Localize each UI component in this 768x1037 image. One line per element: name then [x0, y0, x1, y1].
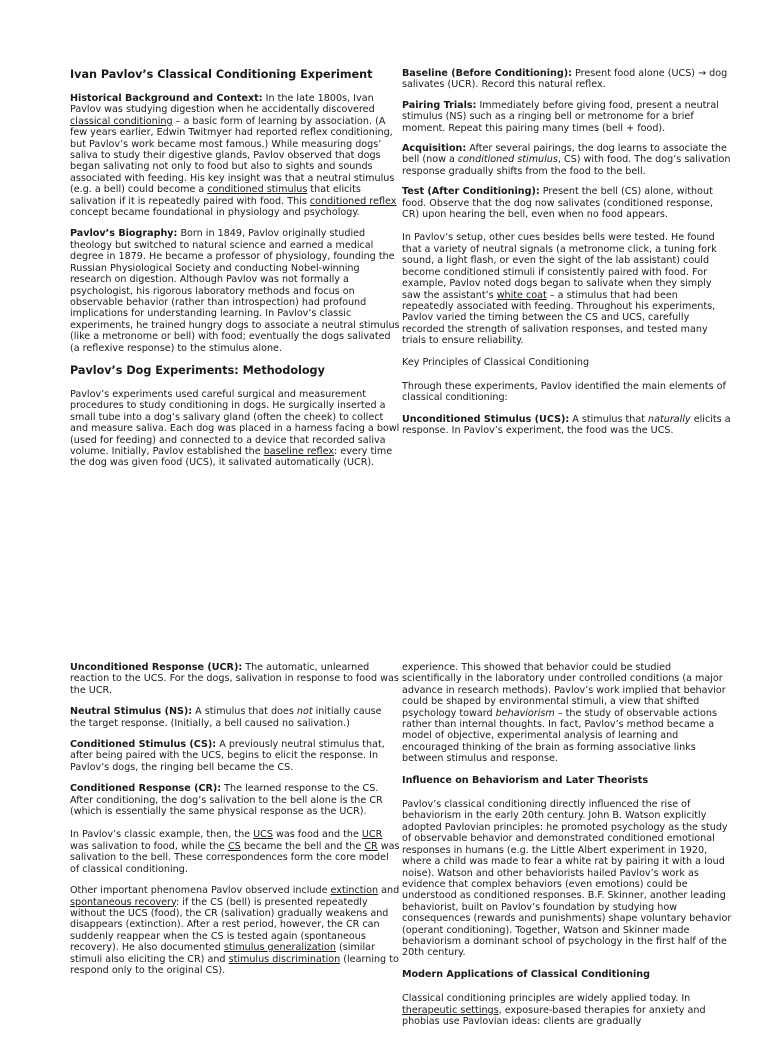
cs-label: Conditioned Stimulus (CS):: [70, 739, 217, 751]
history-text: concept became foundational in physiology and psychology.: [70, 207, 360, 219]
conditioned-stimulus-italic: conditioned stimulus: [457, 154, 558, 166]
biography-paragraph: [70, 228, 400, 353]
white-coat-term: white coat: [496, 289, 547, 301]
ucs-term: UCS: [253, 829, 273, 841]
conditioned-stimulus-term: conditioned stimulus: [207, 184, 308, 196]
lower-right-column: [402, 662, 732, 1037]
page-title: Ivan Pavlov’s Classical Conditioning Experiment: [70, 68, 373, 81]
methodology-text: Pavlov’s experiments used careful surgical and measurement procedures to study conditioning in dogs. He surgically inserted a small tube into a dog’s salivary gland (often the cheek) to collect and measure saliva. Each dog was placed in a harness facing a bowl (used for feeding) and connected to a device that recorded saliva volume. Initially, Pavlov established the: [70, 388, 400, 457]
history-text: that elicits salivation if it is repeatedly paired with food. This: [70, 184, 361, 207]
phenomena-text: (learning to respond only to the original CS).: [70, 953, 399, 976]
test-text: Present the bell (CS) alone, without food. Observe that the dog now salivates (conditioned response, CR) upon hearing the bell, even when no food appears.: [402, 186, 713, 221]
ns-label: Neutral Stimulus (NS):: [70, 706, 193, 718]
ucr-label: Unconditioned Response (UCR):: [70, 662, 243, 673]
influence-heading: Influence on Behaviorism and Later Theorists: [402, 774, 649, 786]
classic-text: was salivation to food, while the: [70, 840, 228, 852]
phenomena-text: and: [378, 885, 400, 897]
classic-text: was salivation to the bell. These correspondences form the core model of classical conditioning.: [70, 840, 400, 875]
ucs-text: A stimulus that: [569, 413, 649, 425]
therapeutic-settings-term: therapeutic settings: [402, 1004, 499, 1016]
methodology-heading: Pavlov’s Dog Experiments: Methodology: [70, 363, 325, 377]
conditioned-reflex-term: conditioned reflex: [309, 195, 397, 207]
modern-applications-heading: Modern Applications of Classical Conditioning: [402, 968, 650, 980]
ucs-text: elicits a response. In Pavlov’s experiment, the food was the UCS.: [402, 413, 731, 437]
classic-text: was food and the: [272, 829, 362, 841]
phenomena-paragraph: [70, 885, 400, 976]
ns-text: A stimulus that does: [192, 706, 297, 718]
stimulus-generalization-term: stimulus generalization: [223, 942, 336, 954]
not-italic: not: [296, 706, 313, 718]
modern-text: Classical conditioning principles are widely applied today. In: [402, 993, 691, 1005]
experience-text: – the study of observable actions rather than internal thoughts. In fact, Pavlov’s method became a model of objective, experimental analysis of learning and encouraged thinking of the brain as forming associative links between stimulus and response.: [402, 707, 717, 765]
classic-text: became the bell and the: [240, 840, 365, 852]
history-text: – a basic form of learning by association. (A few years earlier, Edwin Twitmyer had reported reflex conditioning, but Pavlov’s work became most famous.) While measuring dogs’ saliva to study their digestive glands, Pavlov observed that dogs began salivating not only to food but also to sights and sounds associated with feeding. His key insight was that a neutral stimulus (e.g. a bell) could become a: [70, 115, 395, 196]
principles-heading: Key Principles of Classical Conditioning: [402, 356, 590, 368]
baseline-text: Present food alone (UCS) → dog salivates (UCR). Record this natural reflex.: [402, 68, 728, 91]
naturally-italic: naturally: [648, 413, 691, 425]
lower-left-column: [70, 662, 400, 986]
cr-definition: [70, 783, 400, 817]
spontaneous-recovery-term: spontaneous recovery: [70, 896, 176, 908]
acquisition-text: , CS) with food. The dog’s salivation response gradually shifts from the food to the bell.: [402, 154, 731, 177]
pairing-step: [402, 100, 732, 134]
extinction-term: extinction: [330, 885, 379, 897]
experience-paragraph: [402, 662, 732, 765]
experience-text: experience. This showed that behavior could be studied scientifically in the laboratory under controlled conditions (a major advance in research methods). Pavlov’s work implied that behavior could be shaped by environmental stimuli, a view that shifted psychology toward: [402, 662, 726, 719]
phenomena-text: Other important phenomena Pavlov observed include: [70, 885, 331, 897]
baseline-reflex-term: baseline reflex: [263, 445, 335, 457]
classical-conditioning-term: classical conditioning: [70, 115, 173, 127]
methodology-text: : every time the dog was given food (UCS), it salivated automatically (UCR).: [70, 445, 393, 469]
history-paragraph: [70, 93, 400, 218]
influence-paragraph: Pavlov’s classical conditioning directly influenced the rise of behaviorism in the early 20th century. John B. Watson explicitly adopted Pavlovian principles: he promoted psychology as the study of observable behavior and demonstrated conditioned emotional responses in humans (e.g. the Little Albert experiment in 1920, where a child was made to fear a white rat by pairing it with a loud noise). Watson and other behaviorists hailed Pavlov’s work as evidence that complex behaviors (even emotions) could be understood as conditioned responses. B.F. Skinner, another leading behaviorist, built on Pavlov’s foundation by studying how consequences (rewards and punishments) shape voluntary behavior (operant conditioning). Together, Watson and Skinner made behaviorism a dominant school of psychology in the first half of the 20th century.: [402, 799, 732, 959]
principles-intro: Through these experiments, Pavlov identified the main elements of classical conditioning:: [402, 380, 726, 404]
test-label: Test (After Conditioning):: [402, 186, 540, 198]
acquisition-text: After several pairings, the dog learns to associate the bell (now a: [402, 143, 727, 166]
modern-applications-paragraph: [402, 993, 732, 1027]
classic-text: In Pavlov’s classic example, then, the: [70, 829, 254, 841]
biography-label: Pavlov’s Biography:: [70, 228, 178, 240]
cs-text: A previously neutral stimulus that, after being paired with the UCS, begins to elicit the response. In Pavlov’s dogs, the ringing bell became the CS.: [70, 739, 385, 773]
test-step: [402, 186, 732, 220]
history-label: Historical Background and Context:: [70, 93, 263, 104]
ns-definition: [70, 706, 400, 729]
behaviorism-italic: behaviorism: [495, 707, 555, 719]
history-text: In the late 1800s, Ivan Pavlov was studying digestion when he accidentally discovered: [70, 93, 375, 116]
stimulus-discrimination-term: stimulus discrimination: [228, 953, 341, 965]
cs-definition: [70, 739, 400, 773]
cr-text: The learned response to the CS. After conditioning, the dog’s salivation to the bell alone is the CR (which is essentially the same physical response as the UCR).: [70, 783, 383, 818]
ucs-definition: [402, 414, 732, 437]
ucr-definition: [70, 662, 400, 696]
cues-text: – a stimulus that had been repeatedly associated with feeding. Throughout his experiments, Pavlov varied the timing between the CS and UCS, carefully recorded the strength of salivation responses, and tested many trials to ensure reliability.: [402, 289, 716, 347]
cues-text: In Pavlov’s setup, other cues besides bells were tested. He found that a variety of neutral signals (a metronome click, a tuning fork sound, a light flash, or even the sight of the lab assistant) could become conditioned stimuli if consistently paired with food. For example, Pavlov noted dogs began to salivate when they simply saw the assistant’s: [402, 232, 717, 301]
upper-left-column: [70, 68, 400, 479]
phenomena-text: : if the CS (bell) is presented repeatedly without the UCS (food), the CR (salivation) gradually weakens and disappears (extinction). After a rest period, however, the CR can suddenly reappear when the CS is tested again (spontaneous recovery). He also documented: [70, 896, 389, 954]
upper-right-column: [402, 68, 732, 447]
biography-text: Born in 1849, Pavlov originally studied theology but switched to natural science and earned a medical degree in 1879. He became a professor of physiology, founding the Russian Physiological Society and conducting Nobel-winning research on digestion. Although Pavlov was not formally a psychologist, his rigorous laboratory methods and focus on observable behavior (rather than introspection) had profound implications for understanding learning. In Pavlov’s classic experiments, he trained hungry dogs to associate a neutral stimulus (like a metronome or bell) with food; eventually the dogs salivated (a reflexive response) to the stimulus alone.: [70, 228, 400, 354]
cues-paragraph: [402, 232, 732, 346]
baseline-step: [402, 68, 732, 91]
acquisition-step: [402, 143, 732, 177]
phenomena-text: (similar stimuli also eliciting the CR) and: [70, 942, 375, 965]
modern-text: , exposure-based therapies for anxiety and phobias use Pavlovian ideas: clients are gradually: [402, 1004, 706, 1027]
pairing-label: Pairing Trials:: [402, 99, 477, 111]
acquisition-label: Acquisition:: [402, 143, 467, 155]
classic-example-paragraph: [70, 829, 400, 875]
baseline-label: Baseline (Before Conditioning):: [402, 68, 572, 79]
cr-label: Conditioned Response (CR):: [70, 783, 222, 795]
cs-term: CS: [227, 840, 241, 852]
cr-term: CR: [364, 840, 378, 852]
ucs-label: Unconditioned Stimulus (UCS):: [402, 413, 570, 425]
ucr-term: UCR: [361, 829, 383, 841]
ucr-text: The automatic, unlearned reaction to the UCS. For the dogs, salivation in response to food was the UCR.: [70, 662, 399, 696]
ns-text: initially cause the target response. (Initially, a bell caused no salivation.): [70, 706, 382, 729]
pairing-text: Immediately before giving food, present a neutral stimulus (NS) such as a ringing bell or metronome for a brief moment. Repeat this pairing many times (bell + food).: [402, 99, 719, 134]
methodology-paragraph: [70, 389, 400, 469]
